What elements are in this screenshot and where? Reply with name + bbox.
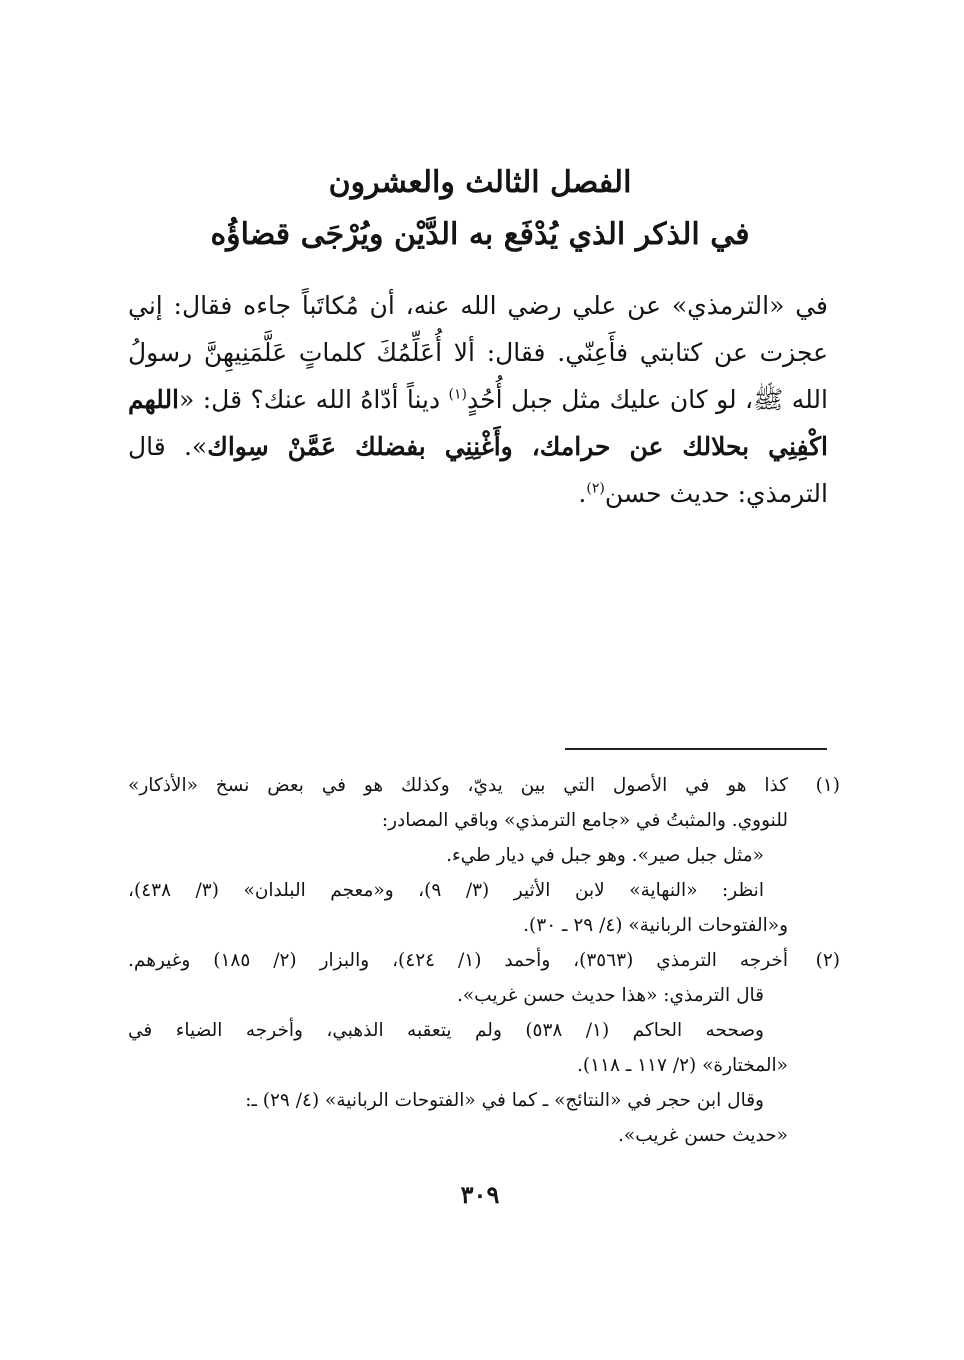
paragraph-text-part-2: ديناً أدّاهُ الله عنك؟ قل: « bbox=[179, 385, 449, 414]
footnote-line: قال الترمذي: «هذا حديث حسن غريب». bbox=[456, 985, 764, 1006]
footnote-line: كذا هو في الأصول التي بين يديّ، وكذلك هو في بعض نسخ «الأذكار» bbox=[128, 775, 788, 796]
main-paragraph bbox=[128, 282, 828, 517]
footnote-ref-1: (١) bbox=[448, 386, 468, 403]
footnote-line: وقال ابن حجر في «النتائج» ـ كما في «الفتوحات الربانية» (٤/ ٢٩) ـ: bbox=[245, 1090, 764, 1111]
footnote-ref-2: (٢) bbox=[586, 480, 605, 497]
footnote-line: للنووي. والمثبتُ في «جامع الترمذي» وباقي المصادر: bbox=[381, 810, 788, 831]
footnote-line: انظر: «النهاية» لابن الأثير (٣/ ٩)، و«معجم البلدان» (٣/ ٤٣٨)، bbox=[128, 880, 764, 901]
paragraph-text-part-3: ». قال الترمذي: حديث حسن bbox=[128, 432, 828, 508]
footnote-line: «مثل جبل صير». وهو جبل في ديار طيء. bbox=[446, 845, 764, 866]
footnote-line: «المختارة» (٢/ ١١٧ ـ ١١٨). bbox=[577, 1055, 788, 1076]
page-number: ٣٠٩ bbox=[460, 1180, 500, 1209]
paragraph-text-part-1: في «الترمذي» عن علي رضي الله عنه، أن مُكاتَباً جاءه فقال: إني عجزت عن كتابتي فأَعِنّي. فقال: ألا أُعَلِّمُكَ كلماتٍ عَلَّمَنِيهِنَّ رسولُ الله ﷺ، لو كان عليك مثل جبل أُحُدٍ bbox=[128, 291, 828, 414]
footnote-separator bbox=[565, 748, 827, 750]
footnote-2 bbox=[128, 943, 840, 1153]
footnote-number: (١) bbox=[815, 775, 840, 796]
chapter-subtitle: في الذكر الذي يُدْفَع به الدَّيْن ويُرْجَى قضاؤُه bbox=[210, 217, 750, 252]
footnote-line: أخرجه الترمذي (٣٥٦٣)، وأحمد (١/ ٤٢٤)، والبزار (٢/ ١٨٥) وغيرهم. bbox=[128, 950, 788, 971]
dua-text: اللهم اكْفِنِي بحلالك عن حرامك، وأَغْنِنِي بفضلك عَمَّنْ سِواك bbox=[128, 385, 828, 461]
footnotes-section bbox=[128, 768, 840, 1153]
footnote-number: (٢) bbox=[815, 950, 840, 971]
footnote-1 bbox=[128, 768, 840, 943]
chapter-title: الفصل الثالث والعشرون bbox=[328, 165, 632, 200]
paragraph-text-part-4: . bbox=[578, 479, 587, 508]
footnote-line: «حديث حسن غريب». bbox=[618, 1125, 788, 1146]
footnote-line: وصححه الحاكم (١/ ٥٣٨) ولم يتعقبه الذهبي، وأخرجه الضياء في bbox=[128, 1020, 764, 1041]
footnote-line: و«الفتوحات الربانية» (٤/ ٢٩ ـ ٣٠). bbox=[523, 915, 788, 936]
